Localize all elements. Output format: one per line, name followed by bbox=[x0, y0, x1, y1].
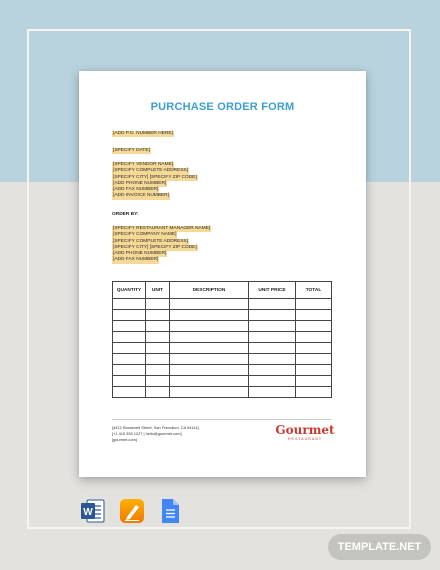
table-cell bbox=[296, 299, 332, 310]
col-total: TOTAL bbox=[296, 282, 332, 299]
table-cell bbox=[249, 365, 296, 376]
table-cell bbox=[170, 376, 249, 387]
order-items-table bbox=[112, 281, 332, 398]
pages-icon[interactable] bbox=[119, 498, 145, 524]
table-cell bbox=[249, 299, 296, 310]
col-description: DESCRIPTION bbox=[170, 282, 249, 299]
table-row bbox=[113, 365, 332, 376]
table-cell bbox=[296, 310, 332, 321]
table-cell bbox=[146, 343, 170, 354]
table-cell bbox=[146, 321, 170, 332]
table-cell bbox=[249, 332, 296, 343]
table-row bbox=[113, 376, 332, 387]
brand-name: Gourmet bbox=[275, 423, 335, 437]
table-cell bbox=[249, 343, 296, 354]
table-cell bbox=[170, 299, 249, 310]
table-row bbox=[113, 354, 332, 365]
table-cell bbox=[170, 343, 249, 354]
table-cell bbox=[249, 354, 296, 365]
table-row bbox=[113, 299, 332, 310]
table-cell bbox=[113, 299, 146, 310]
table-row bbox=[113, 387, 332, 398]
table-cell bbox=[170, 321, 249, 332]
footer-divider bbox=[112, 419, 331, 420]
date-field: [SPECIFY DATE] bbox=[113, 148, 150, 153]
table-header-row bbox=[113, 282, 332, 299]
order-by-label: ORDER BY: bbox=[112, 212, 139, 217]
table-cell bbox=[146, 299, 170, 310]
order-by-line: [ADD FAX NUMBER] bbox=[113, 257, 159, 263]
table-cell bbox=[146, 354, 170, 365]
vendor-line: [ADD INVOICE NUMBER] bbox=[113, 193, 169, 199]
col-unit: UNIT bbox=[146, 282, 170, 299]
vendor-block bbox=[112, 162, 198, 200]
table-cell bbox=[296, 354, 332, 365]
vendor-line: [SPECIFY CITY] [SPECIFY ZIP CODE] bbox=[113, 174, 197, 180]
table-cell bbox=[296, 332, 332, 343]
vendor-line: [SPECIFY COMPLETE ADDRESS] bbox=[113, 168, 189, 174]
table-cell bbox=[296, 321, 332, 332]
table-row bbox=[113, 332, 332, 343]
table-cell bbox=[113, 321, 146, 332]
date-block bbox=[112, 148, 151, 154]
table-cell bbox=[170, 365, 249, 376]
table-cell bbox=[296, 365, 332, 376]
template-net-badge[interactable]: TEMPLATE.NET bbox=[328, 534, 431, 560]
table-cell bbox=[249, 321, 296, 332]
table-cell bbox=[170, 354, 249, 365]
col-unit-price: UNIT PRICE bbox=[249, 282, 296, 299]
table-cell bbox=[146, 332, 170, 343]
table-row bbox=[113, 343, 332, 354]
order-by-line: [SPECIFY CITY] [SPECIFY ZIP CODE] bbox=[113, 244, 197, 250]
table-cell bbox=[170, 310, 249, 321]
document-page bbox=[79, 71, 366, 477]
brand-logo bbox=[275, 424, 335, 442]
po-number-block bbox=[112, 131, 174, 137]
table-cell bbox=[170, 332, 249, 343]
table-cell bbox=[113, 332, 146, 343]
table-row bbox=[113, 321, 332, 332]
table-cell bbox=[113, 376, 146, 387]
svg-text:W: W bbox=[83, 507, 93, 518]
table-cell bbox=[249, 387, 296, 398]
order-by-line: [SPECIFY RESTAURANT MANAGER NAME] bbox=[113, 226, 211, 231]
table-cell bbox=[113, 365, 146, 376]
table-body bbox=[113, 299, 332, 398]
table-cell bbox=[146, 376, 170, 387]
footer-contact bbox=[112, 425, 199, 443]
table-cell bbox=[113, 387, 146, 398]
vendor-line: [ADD FAX NUMBER] bbox=[113, 187, 159, 193]
table-cell bbox=[113, 354, 146, 365]
order-by-block bbox=[112, 226, 211, 264]
table-cell bbox=[296, 343, 332, 354]
order-by-line: [ADD PHONE NUMBER] bbox=[113, 251, 167, 257]
google-docs-icon[interactable] bbox=[157, 498, 183, 524]
table-cell bbox=[146, 387, 170, 398]
word-icon[interactable] bbox=[80, 498, 106, 524]
footer-address: [4412 Roosevelt Street, San Francisco, CA 94114] bbox=[112, 425, 199, 430]
table-cell bbox=[249, 310, 296, 321]
po-number: [ADD P.O. NUMBER HERE] bbox=[113, 131, 173, 136]
vendor-line: [ADD PHONE NUMBER] bbox=[113, 180, 167, 186]
table-cell bbox=[113, 343, 146, 354]
table-row bbox=[113, 310, 332, 321]
footer-phone-email: [+1 415 355 1227 | hello@gourmet.com] bbox=[112, 431, 182, 436]
vendor-line: [SPECIFY VENDOR NAME] bbox=[113, 162, 174, 167]
table-cell bbox=[113, 310, 146, 321]
table-cell bbox=[296, 387, 332, 398]
table-cell bbox=[296, 376, 332, 387]
order-by-line: [SPECIFY COMPLETE ADDRESS] bbox=[113, 238, 189, 244]
table-cell bbox=[170, 387, 249, 398]
table-cell bbox=[146, 365, 170, 376]
footer-website: [gourmet.com] bbox=[112, 437, 137, 442]
brand-subtitle: RESTAURANT bbox=[287, 437, 323, 441]
order-by-line: [SPECIFY COMPANY NAME] bbox=[113, 232, 177, 238]
table-cell bbox=[146, 310, 170, 321]
table-cell bbox=[249, 376, 296, 387]
col-quantity: QUANTITY bbox=[113, 282, 146, 299]
document-title: PURCHASE ORDER FORM bbox=[150, 101, 295, 113]
